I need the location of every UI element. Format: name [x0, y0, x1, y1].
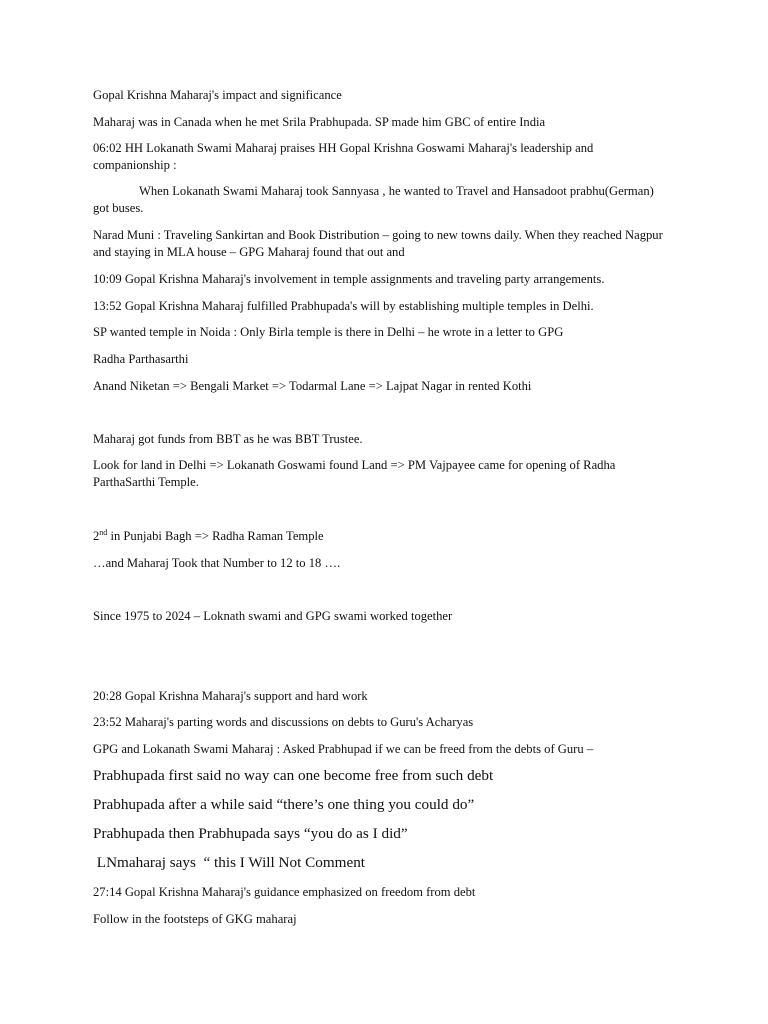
paragraph-first-said: Prabhupada first said no way can one become free from such debt — [93, 767, 494, 784]
paragraph-1009: 10:09 Gopal Krishna Maharaj's involvement in temple assignments and traveling party arrangements. — [93, 272, 605, 286]
paragraph-do-as-i-did: Prabhupada then Prabhupada says “you do as I did” — [93, 825, 408, 842]
paragraph-punjabi-bagh — [93, 528, 673, 545]
paragraph-0602: 06:02 HH Lokanath Swami Maharaj praises HH Gopal Krishna Goswami Maharaj's leadership and companionship : — [93, 141, 594, 172]
paragraph-2028: 20:28 Gopal Krishna Maharaj's support and hard work — [93, 689, 368, 703]
paragraph-debts-question: GPG and Lokanath Swami Maharaj : Asked Prabhupad if we can be freed from the debts of Guru – — [93, 742, 594, 756]
paragraph-land-delhi: Look for land in Delhi => Lokanath Goswami found Land => PM Vajpayee came for opening of Radha ParthaSarthi Temple. — [93, 458, 616, 489]
paragraph-anand-niketan: Anand Niketan => Bengali Market => Todarmal Lane => Lajpat Nagar in rented Kothi — [93, 379, 532, 393]
paragraph-2352: 23:52 Maharaj's parting words and discussions on debts to Guru's Acharyas — [93, 715, 474, 729]
paragraph-after-while: Prabhupada after a while said “there’s one thing you could do” — [93, 796, 475, 813]
paragraph-lnmaharaj: LNmaharaj says “ this I Will Not Comment — [93, 854, 366, 871]
ordinal-number: 2 — [93, 529, 100, 543]
paragraph-bbt-funds: Maharaj got funds from BBT as he was BBT Trustee. — [93, 432, 363, 446]
paragraph-narad-muni: Narad Muni : Traveling Sankirtan and Book Distribution – going to new towns daily. When they reached Nagpur and staying in MLA house – GPG Maharaj found that out and — [93, 228, 663, 259]
paragraph-1352: 13:52 Gopal Krishna Maharaj fulfilled Prabhupada's will by establishing multiple temples in Delhi. — [93, 299, 594, 313]
ordinal-suffix: nd — [99, 527, 108, 537]
paragraph-radha-parthasarthi: Radha Parthasarthi — [93, 352, 189, 366]
paragraph-1975-2024: Since 1975 to 2024 – Loknath swami and GPG swami worked together — [93, 609, 453, 623]
paragraph-sannyasa: When Lokanath Swami Maharaj took Sannyasa , he wanted to Travel and Hansadoot prabhu(German) got buses. — [93, 184, 654, 215]
paragraph-number-12-18: …and Maharaj Took that Number to 12 to 18 …. — [93, 556, 341, 570]
punjabi-bagh-text: in Punjabi Bagh => Radha Raman Temple — [107, 529, 324, 543]
paragraph-gkg-footsteps: Follow in the footsteps of GKG maharaj — [93, 912, 297, 926]
paragraph-noida: SP wanted temple in Noida : Only Birla temple is there in Delhi – he wrote in a letter to GPG — [93, 325, 564, 339]
document-title: Gopal Krishna Maharaj's impact and significance — [93, 88, 342, 102]
paragraph-2714: 27:14 Gopal Krishna Maharaj's guidance emphasized on freedom from debt — [93, 885, 476, 899]
paragraph-canada: Maharaj was in Canada when he met Srila Prabhupada. SP made him GBC of entire India — [93, 115, 546, 129]
